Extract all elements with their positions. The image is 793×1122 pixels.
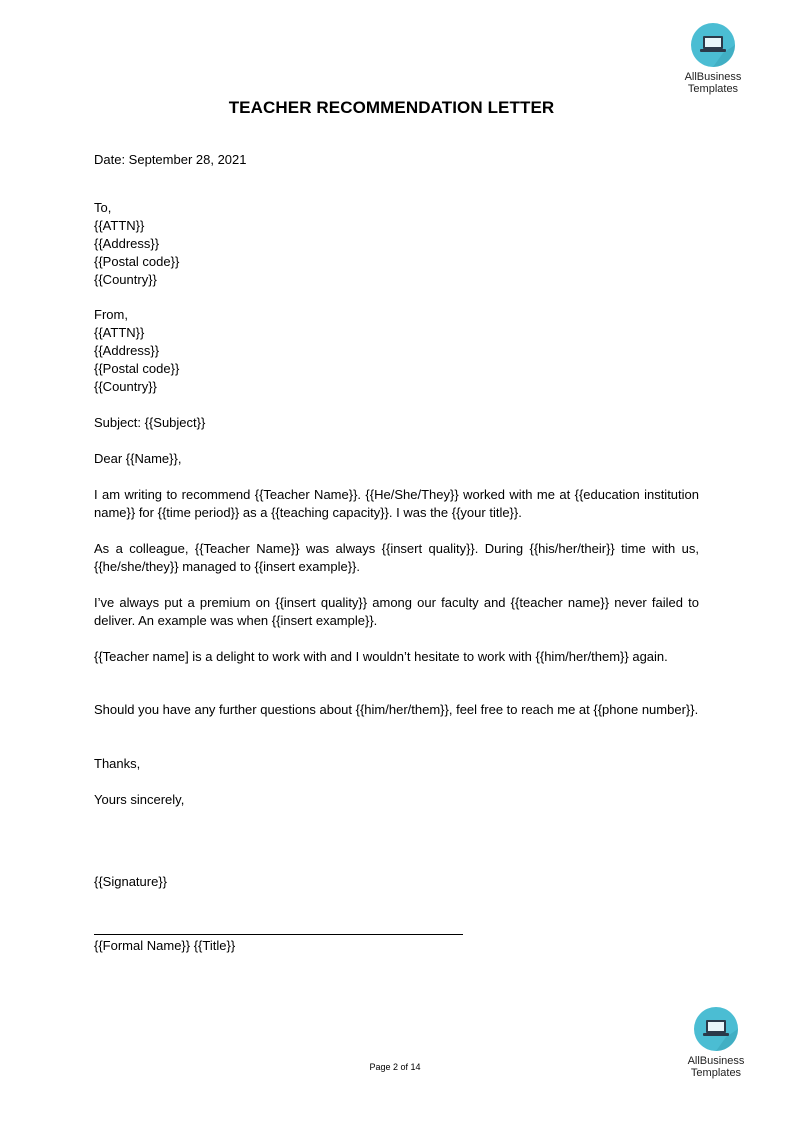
- signature-text: {{Signature}}: [94, 874, 168, 889]
- formal-name-text: {{Formal Name}} {{Title}}: [94, 938, 236, 953]
- logo-line-2: Templates: [687, 83, 739, 95]
- paragraph-premium: I’ve always put a premium on {{insert quality}} among our faculty and {{teacher name}} never failed to deliver. An example was when {{insert example}}.: [94, 595, 699, 628]
- formal-name-line: [94, 937, 699, 955]
- paragraph-introduction: I am writing to recommend {{Teacher Name}}. {{He/She/They}} worked with me at {{education institution name}} for {{time period}} as a {{teaching capacity}}. I was the {{your title}}.: [94, 487, 699, 520]
- closing-text: Yours sincerely,: [94, 792, 185, 807]
- address-line: {{Country}}: [94, 272, 157, 287]
- greeting-text: Dear {{Name}},: [94, 451, 182, 466]
- laptop-icon: [693, 1006, 739, 1052]
- subject-line: [94, 414, 699, 432]
- address-line: {{Postal code}}: [94, 254, 180, 269]
- greeting: [94, 450, 699, 468]
- letter-date: [94, 151, 699, 169]
- address-line: {{ATTN}}: [94, 325, 145, 340]
- address-line: {{Address}}: [94, 236, 160, 251]
- subject-text: Subject: {{Subject}}: [94, 415, 206, 430]
- address-line: {{Country}}: [94, 379, 157, 394]
- sender-address-block: [94, 306, 699, 396]
- address-line: {{Address}}: [94, 343, 160, 358]
- signature-rule: [94, 934, 463, 935]
- thanks-line: [94, 755, 699, 773]
- date-line: Date: September 28, 2021: [94, 152, 247, 167]
- logo-line-1: AllBusiness: [684, 71, 742, 83]
- address-line: From,: [94, 307, 128, 322]
- recipient-address-block: [94, 199, 699, 289]
- page-number: Page 2 of 14: [369, 1062, 421, 1072]
- signature-placeholder: [94, 873, 699, 891]
- laptop-icon: [690, 22, 736, 68]
- address-line: {{ATTN}}: [94, 218, 145, 233]
- paragraph-delight: {{Teacher name] is a delight to work with and I wouldn’t hesitate to work with {{him/her/them}} again.: [94, 649, 668, 664]
- logo-line-2: Templates: [690, 1067, 742, 1079]
- logo-text: [673, 71, 753, 95]
- thanks-text: Thanks,: [94, 756, 141, 771]
- address-line: {{Postal code}}: [94, 361, 180, 376]
- paragraph-contact: Should you have any further questions about {{him/her/them}}, feel free to reach me at {{phone number}}.: [94, 702, 699, 717]
- paragraph-colleague: As a colleague, {{Teacher Name}} was always {{insert quality}}. During {{his/her/their}} time with us, {{he/she/they}} managed to {{insert example}}.: [94, 541, 699, 574]
- closing-line: [94, 791, 699, 809]
- allbusiness-logo-top: [673, 22, 753, 95]
- logo-line-1: AllBusiness: [687, 1055, 745, 1067]
- address-line: To,: [94, 200, 112, 215]
- letter-title: TEACHER RECOMMENDATION LETTER: [228, 98, 555, 117]
